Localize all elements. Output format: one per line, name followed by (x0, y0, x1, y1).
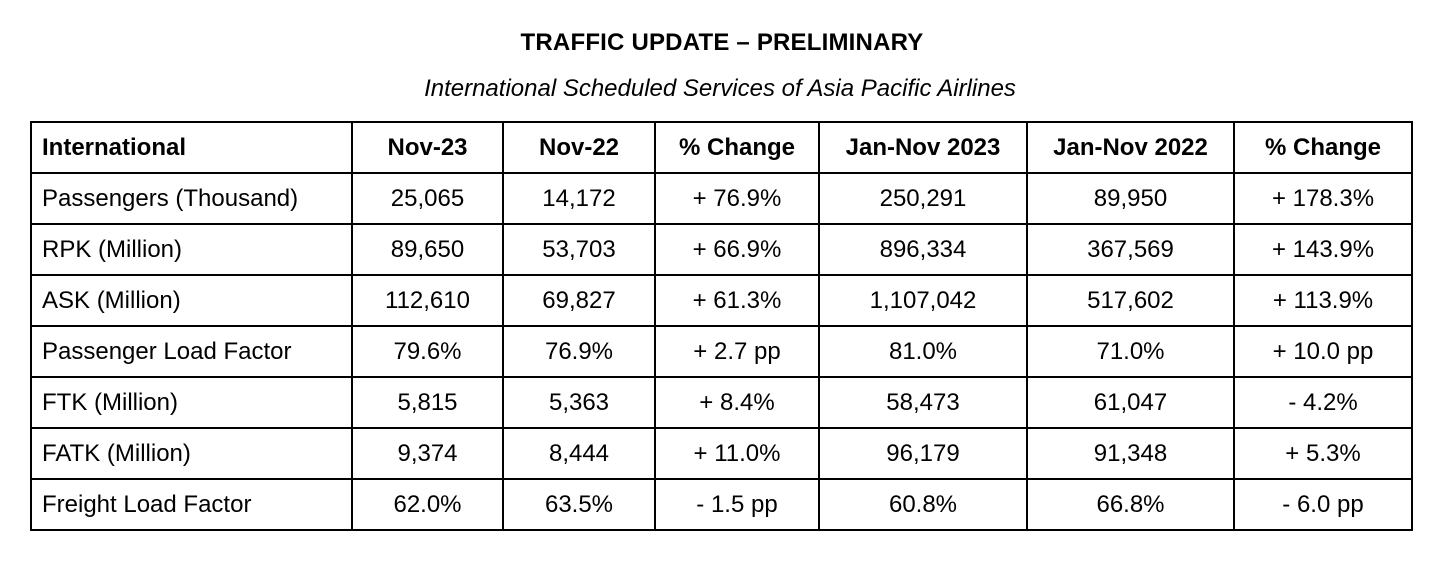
column-header: % Change (1234, 122, 1412, 173)
table-cell: 5,815 (352, 377, 503, 428)
column-header: Nov-23 (352, 122, 503, 173)
column-header: International (31, 122, 352, 173)
table-cell: 112,610 (352, 275, 503, 326)
table-cell: + 10.0 pp (1234, 326, 1412, 377)
table-cell: + 61.3% (655, 275, 819, 326)
table-row (31, 377, 1412, 428)
row-label: FTK (Million) (31, 377, 352, 428)
table-row (31, 479, 1412, 530)
column-header: Jan-Nov 2022 (1027, 122, 1234, 173)
table-cell: 5,363 (503, 377, 655, 428)
column-header: Jan-Nov 2023 (819, 122, 1027, 173)
table-cell: + 5.3% (1234, 428, 1412, 479)
table-cell: 8,444 (503, 428, 655, 479)
table-cell: 96,179 (819, 428, 1027, 479)
table-cell: + 2.7 pp (655, 326, 819, 377)
table-cell: 517,602 (1027, 275, 1234, 326)
table-cell: 367,569 (1027, 224, 1234, 275)
table-cell: - 4.2% (1234, 377, 1412, 428)
table-cell: + 76.9% (655, 173, 819, 224)
table-cell: 71.0% (1027, 326, 1234, 377)
row-label: RPK (Million) (31, 224, 352, 275)
table-cell: 1,107,042 (819, 275, 1027, 326)
table-cell: 66.8% (1027, 479, 1234, 530)
table-row (31, 275, 1412, 326)
table-cell: 76.9% (503, 326, 655, 377)
row-label: Passengers (Thousand) (31, 173, 352, 224)
table-cell: 9,374 (352, 428, 503, 479)
table-cell: 61,047 (1027, 377, 1234, 428)
table-cell: 91,348 (1027, 428, 1234, 479)
table-header-row (31, 122, 1412, 173)
table-cell: + 113.9% (1234, 275, 1412, 326)
table-cell: 25,065 (352, 173, 503, 224)
table-cell: 896,334 (819, 224, 1027, 275)
table-row (31, 173, 1412, 224)
table-cell: + 178.3% (1234, 173, 1412, 224)
table-cell: 81.0% (819, 326, 1027, 377)
table-cell: + 11.0% (655, 428, 819, 479)
table-cell: 62.0% (352, 479, 503, 530)
table-cell: 58,473 (819, 377, 1027, 428)
row-label: ASK (Million) (31, 275, 352, 326)
table-cell: 89,950 (1027, 173, 1234, 224)
table-cell: - 1.5 pp (655, 479, 819, 530)
table-cell: 89,650 (352, 224, 503, 275)
document-subtitle: International Scheduled Services of Asia Pacific Airlines (424, 75, 1016, 102)
table-cell: 14,172 (503, 173, 655, 224)
table-cell: 60.8% (819, 479, 1027, 530)
table-cell: 69,827 (503, 275, 655, 326)
table-cell: 79.6% (352, 326, 503, 377)
table-row (31, 428, 1412, 479)
row-label: FATK (Million) (31, 428, 352, 479)
table-row (31, 224, 1412, 275)
document-title: TRAFFIC UPDATE – PRELIMINARY (520, 29, 924, 56)
table-cell: 63.5% (503, 479, 655, 530)
table-cell: + 8.4% (655, 377, 819, 428)
table-cell: + 66.9% (655, 224, 819, 275)
table-cell: - 6.0 pp (1234, 479, 1412, 530)
table-cell: 250,291 (819, 173, 1027, 224)
table-cell: 53,703 (503, 224, 655, 275)
table-cell: + 143.9% (1234, 224, 1412, 275)
column-header: % Change (655, 122, 819, 173)
traffic-table (30, 121, 1413, 531)
row-label: Freight Load Factor (31, 479, 352, 530)
table-row (31, 326, 1412, 377)
row-label: Passenger Load Factor (31, 326, 352, 377)
column-header: Nov-22 (503, 122, 655, 173)
